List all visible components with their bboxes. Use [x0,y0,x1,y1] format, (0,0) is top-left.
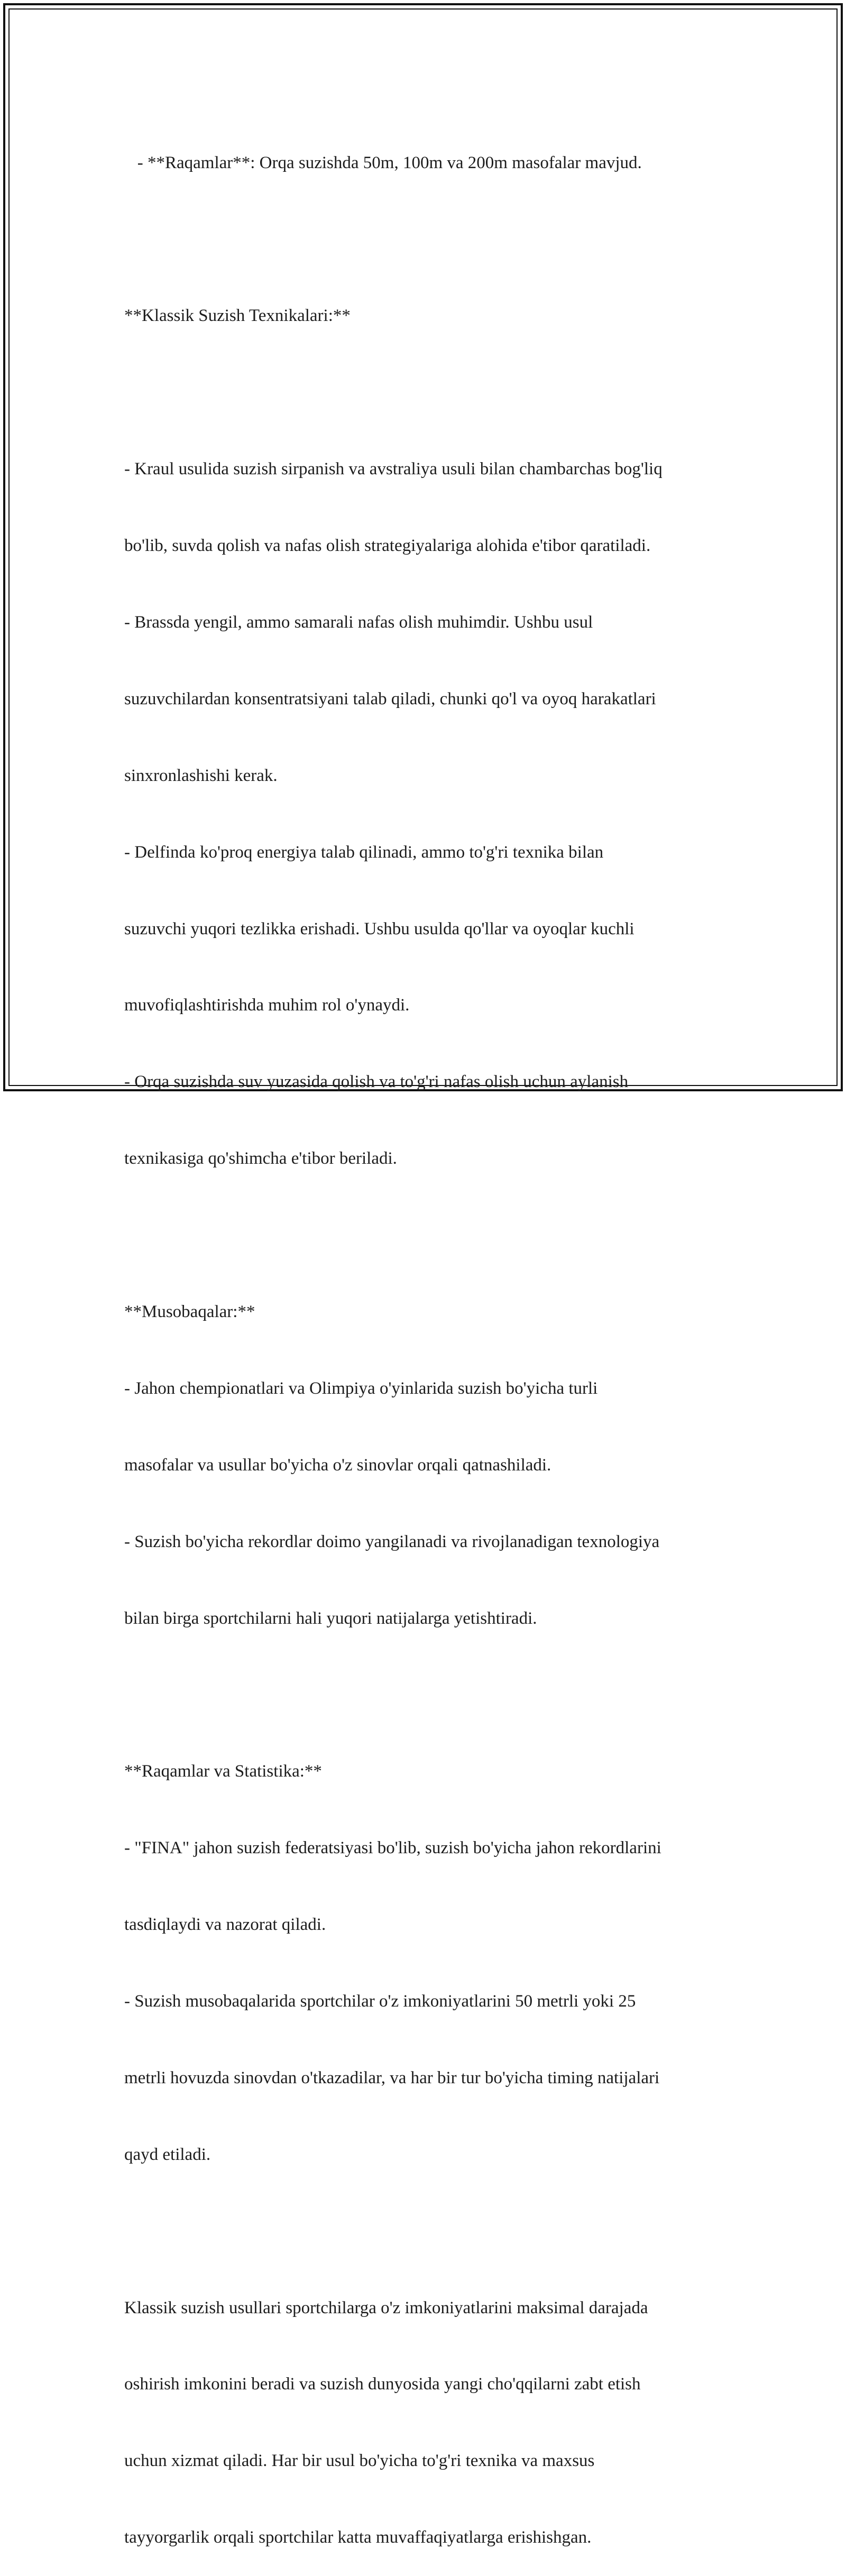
blank-line [124,2219,738,2244]
text-line: - Suzish musobaqalarida sportchilar o'z imkoniyatlarini 50 metrli yoki 25 [124,1991,636,2011]
section-heading: **Klassik Suzish Texnikalari:** [124,306,351,326]
blank-line [124,1222,738,1248]
text-line: uchun xizmat qiladi. Har bir usul bo'yicha to'g'ri texnika va maxsus [124,2451,595,2471]
document-body [124,99,738,2576]
text-line: metrli hovuzda sinovdan o'tkazadilar, va har bir tur bo'yicha timing natijalari [124,2068,660,2087]
text-line: texnikasiga qo'shimcha e'tibor beriladi. [124,1149,397,1169]
blank-line [124,1682,738,1707]
text-line: - Jahon chempionatlari va Olimpiya o'yinlarida suzish bo'yicha turli [124,1378,598,1398]
text-line: tasdiqlaydi va nazorat qiladi. [124,1915,326,1935]
text-line: masofalar va usullar bo'yicha o'z sinovlar orqali qatnashiladi. [124,1455,551,1475]
text-line: bo'lib, suvda qolish va nafas olish strategiyalariga alohida e'tibor qaratiladi. [124,536,651,556]
text-line: - Orqa suzishda suv yuzasida qolish va to'g'ri nafas olish uchun aylanish [124,1072,629,1092]
text-line: - "FINA" jahon suzish federatsiyasi bo'lib, suzish bo'yicha jahon rekordlarini [124,1838,661,1858]
text-line: - **Raqamlar**: Orqa suzishda 50m, 100m va 200m masofalar mavjud. [124,153,642,172]
text-line: - Suzish bo'yicha rekordlar doimo yangilanadi va rivojlanadigan texnologiya [124,1532,660,1551]
text-line: - Delfinda ko'proq energiya talab qilinadi, ammo to'g'ri texnika bilan [124,842,604,862]
text-line: oshirish imkonini beradi va suzish dunyosida yangi cho'qqilarni zabt etish [124,2375,641,2394]
text-line: qayd etiladi. [124,2145,211,2164]
section-heading: **Raqamlar va Statistika:** [124,1762,322,1781]
blank-line [124,380,738,405]
text-line: sinxronlashishi kerak. [124,766,278,785]
blank-line [124,226,738,252]
text-line: suzuvchilardan konsentratsiyani talab qiladi, chunki qo'l va oyoq harakatlari [124,689,656,709]
text-line: muvofiqlashtirishda muhim rol o'ynaydi. [124,996,410,1015]
text-line: tayyorgarlik orqali sportchilar katta muvaffaqiyatlarga erishishgan. [124,2528,592,2547]
text-line: suzuvchi yuqori tezlikka erishadi. Ushbu usulda qo'llar va oyoqlar kuchli [124,919,635,939]
text-line: bilan birga sportchilarni hali yuqori natijalarga yetishtiradi. [124,1608,537,1628]
section-heading: **Musobaqalar:** [124,1302,255,1321]
text-line: - Kraul usulida suzish sirpanish va avstraliya usuli bilan chambarchas bog'liq [124,459,663,479]
text-line: Klassik suzish usullari sportchilarga o'z imkoniyatlarini maksimal darajada [124,2298,648,2317]
text-line: - Brassda yengil, ammo samarali nafas olish muhimdir. Ushbu usul [124,612,593,632]
